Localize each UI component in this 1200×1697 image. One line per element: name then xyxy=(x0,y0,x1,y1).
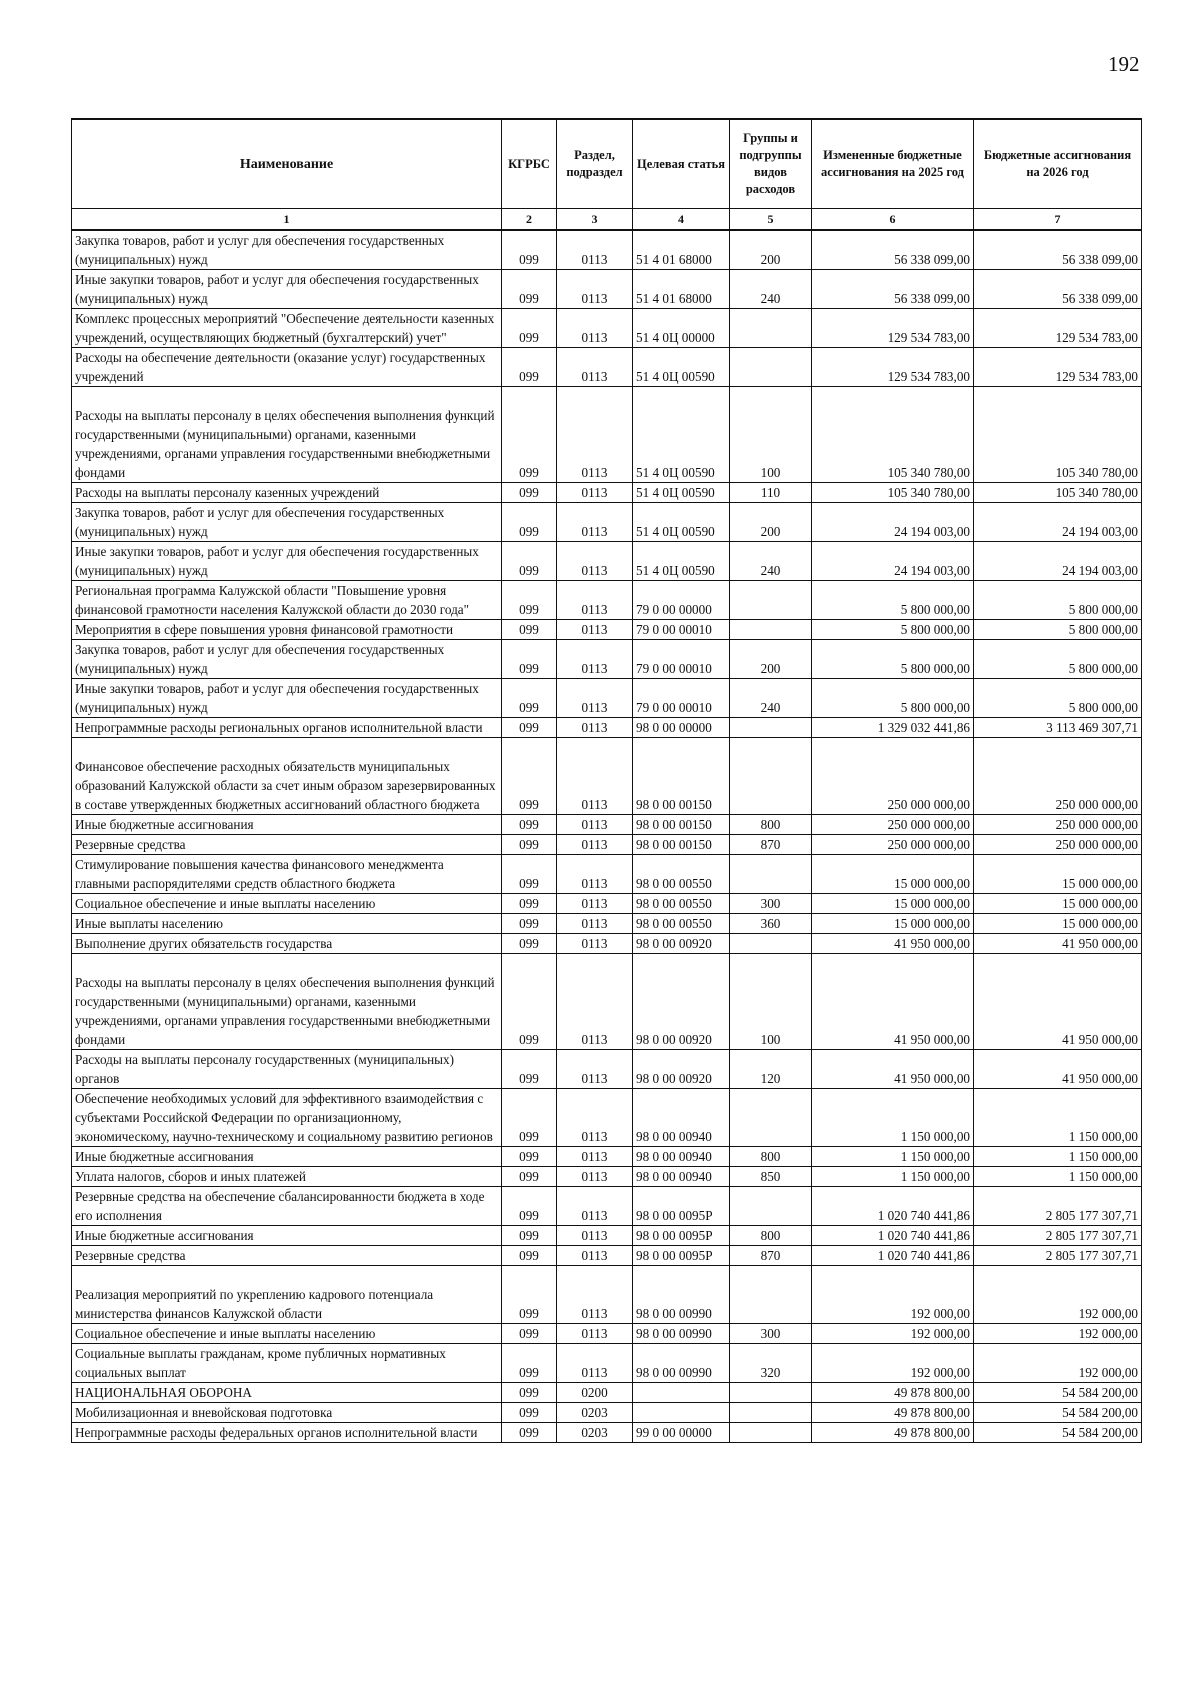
row-kgrbs: 099 xyxy=(502,934,557,954)
table-row xyxy=(72,483,1142,503)
row-name: Социальное обеспечение и иные выплаты населению xyxy=(72,894,502,914)
row-amount-2025: 250 000 000,00 xyxy=(812,835,974,855)
row-amount-2026: 54 584 200,00 xyxy=(974,1403,1142,1423)
row-amount-2026: 41 950 000,00 xyxy=(974,954,1142,1050)
row-target xyxy=(633,1403,730,1423)
row-amount-2026: 1 150 000,00 xyxy=(974,1147,1142,1167)
row-target: 98 0 00 00550 xyxy=(633,914,730,934)
row-group: 870 xyxy=(730,835,812,855)
row-amount-2025: 49 878 800,00 xyxy=(812,1423,974,1443)
row-name: Иные бюджетные ассигнования xyxy=(72,1226,502,1246)
table-row xyxy=(72,1403,1142,1423)
row-target: 98 0 00 00550 xyxy=(633,894,730,914)
row-group: 360 xyxy=(730,914,812,934)
row-amount-2026: 56 338 099,00 xyxy=(974,270,1142,309)
row-amount-2025: 250 000 000,00 xyxy=(812,738,974,815)
row-kgrbs: 099 xyxy=(502,835,557,855)
row-section: 0113 xyxy=(557,954,633,1050)
column-number: 7 xyxy=(974,209,1142,231)
row-target: 98 0 00 00550 xyxy=(633,855,730,894)
row-section: 0113 xyxy=(557,1324,633,1344)
row-amount-2025: 15 000 000,00 xyxy=(812,894,974,914)
row-group xyxy=(730,348,812,387)
table-row xyxy=(72,934,1142,954)
row-group xyxy=(730,1383,812,1403)
row-amount-2026: 15 000 000,00 xyxy=(974,855,1142,894)
row-name: Расходы на выплаты персоналу государственных (муниципальных) органов xyxy=(72,1050,502,1089)
row-name: Иные закупки товаров, работ и услуг для обеспечения государственных (муниципальных) нужд xyxy=(72,542,502,581)
row-target: 98 0 00 0095Р xyxy=(633,1226,730,1246)
row-amount-2025: 192 000,00 xyxy=(812,1324,974,1344)
row-kgrbs: 099 xyxy=(502,894,557,914)
row-amount-2025: 15 000 000,00 xyxy=(812,914,974,934)
row-amount-2026: 54 584 200,00 xyxy=(974,1423,1142,1443)
row-amount-2025: 5 800 000,00 xyxy=(812,679,974,718)
row-name: Выполнение других обязательств государства xyxy=(72,934,502,954)
row-target: 51 4 01 68000 xyxy=(633,230,730,270)
row-target: 51 4 0Ц 00590 xyxy=(633,387,730,483)
table-row xyxy=(72,503,1142,542)
row-target: 98 0 00 00940 xyxy=(633,1089,730,1147)
row-group xyxy=(730,738,812,815)
row-kgrbs: 099 xyxy=(502,679,557,718)
row-amount-2025: 49 878 800,00 xyxy=(812,1403,974,1423)
table-row xyxy=(72,1167,1142,1187)
row-name: Резервные средства xyxy=(72,835,502,855)
row-section: 0113 xyxy=(557,640,633,679)
row-section: 0113 xyxy=(557,1089,633,1147)
row-amount-2026: 54 584 200,00 xyxy=(974,1383,1142,1403)
row-section: 0203 xyxy=(557,1423,633,1443)
row-amount-2025: 1 150 000,00 xyxy=(812,1167,974,1187)
row-amount-2026: 192 000,00 xyxy=(974,1324,1142,1344)
row-group xyxy=(730,934,812,954)
row-amount-2026: 2 805 177 307,71 xyxy=(974,1226,1142,1246)
header-section: Раздел, подраздел xyxy=(557,119,633,209)
row-name: Стимулирование повышения качества финансового менеджмента главными распорядителями средств областного бюджета xyxy=(72,855,502,894)
row-kgrbs: 099 xyxy=(502,640,557,679)
row-kgrbs: 099 xyxy=(502,387,557,483)
row-group xyxy=(730,855,812,894)
row-amount-2025: 1 020 740 441,86 xyxy=(812,1246,974,1266)
row-name: Непрограммные расходы региональных органов исполнительной власти xyxy=(72,718,502,738)
row-group xyxy=(730,1187,812,1226)
row-kgrbs: 099 xyxy=(502,1089,557,1147)
row-group xyxy=(730,718,812,738)
row-section: 0113 xyxy=(557,738,633,815)
row-amount-2025: 41 950 000,00 xyxy=(812,1050,974,1089)
table-row xyxy=(72,1266,1142,1324)
row-group: 800 xyxy=(730,1147,812,1167)
row-amount-2025: 24 194 003,00 xyxy=(812,503,974,542)
row-section: 0113 xyxy=(557,815,633,835)
row-group: 320 xyxy=(730,1344,812,1383)
row-kgrbs: 099 xyxy=(502,1324,557,1344)
table-row xyxy=(72,1246,1142,1266)
row-kgrbs: 099 xyxy=(502,309,557,348)
row-kgrbs: 099 xyxy=(502,620,557,640)
row-group: 240 xyxy=(730,542,812,581)
row-target: 51 4 01 68000 xyxy=(633,270,730,309)
row-name: Реализация мероприятий по укреплению кадрового потенциала министерства финансов Калужской области xyxy=(72,1266,502,1324)
row-group xyxy=(730,1089,812,1147)
row-amount-2026: 2 805 177 307,71 xyxy=(974,1187,1142,1226)
table-row xyxy=(72,387,1142,483)
row-kgrbs: 099 xyxy=(502,581,557,620)
row-name: Расходы на обеспечение деятельности (оказание услуг) государственных учреждений xyxy=(72,348,502,387)
row-amount-2025: 5 800 000,00 xyxy=(812,620,974,640)
table-row xyxy=(72,738,1142,815)
column-number: 5 xyxy=(730,209,812,231)
row-amount-2026: 56 338 099,00 xyxy=(974,230,1142,270)
row-name: Закупка товаров, работ и услуг для обеспечения государственных (муниципальных) нужд xyxy=(72,640,502,679)
row-group xyxy=(730,1403,812,1423)
row-section: 0113 xyxy=(557,894,633,914)
row-kgrbs: 099 xyxy=(502,815,557,835)
row-section: 0113 xyxy=(557,1226,633,1246)
row-target: 98 0 00 00920 xyxy=(633,1050,730,1089)
row-target: 79 0 00 00010 xyxy=(633,620,730,640)
row-kgrbs: 099 xyxy=(502,1423,557,1443)
row-name: Мероприятия в сфере повышения уровня финансовой грамотности xyxy=(72,620,502,640)
row-amount-2025: 5 800 000,00 xyxy=(812,581,974,620)
row-amount-2026: 250 000 000,00 xyxy=(974,835,1142,855)
row-section: 0113 xyxy=(557,934,633,954)
table-row xyxy=(72,835,1142,855)
row-section: 0203 xyxy=(557,1403,633,1423)
row-amount-2026: 192 000,00 xyxy=(974,1266,1142,1324)
row-name: Расходы на выплаты персоналу в целях обеспечения выполнения функций государственными (муниципальными) органами, казенными учреждениями, органами управления государственными внебюджетными фондами xyxy=(72,954,502,1050)
row-kgrbs: 099 xyxy=(502,483,557,503)
row-section: 0113 xyxy=(557,679,633,718)
table-row xyxy=(72,1324,1142,1344)
row-group: 200 xyxy=(730,640,812,679)
row-name: Иные бюджетные ассигнования xyxy=(72,1147,502,1167)
row-kgrbs: 099 xyxy=(502,738,557,815)
row-amount-2025: 1 150 000,00 xyxy=(812,1089,974,1147)
row-amount-2025: 192 000,00 xyxy=(812,1344,974,1383)
row-group: 100 xyxy=(730,954,812,1050)
row-amount-2025: 41 950 000,00 xyxy=(812,934,974,954)
row-amount-2025: 15 000 000,00 xyxy=(812,855,974,894)
row-amount-2026: 250 000 000,00 xyxy=(974,815,1142,835)
row-kgrbs: 099 xyxy=(502,1050,557,1089)
row-name: Расходы на выплаты персоналу казенных учреждений xyxy=(72,483,502,503)
table-row xyxy=(72,1147,1142,1167)
row-target: 98 0 00 00150 xyxy=(633,815,730,835)
column-number: 4 xyxy=(633,209,730,231)
row-kgrbs: 099 xyxy=(502,954,557,1050)
row-kgrbs: 099 xyxy=(502,718,557,738)
table-header-row xyxy=(72,119,1142,209)
table-row xyxy=(72,855,1142,894)
table-row xyxy=(72,542,1142,581)
table-row xyxy=(72,1187,1142,1226)
row-group: 800 xyxy=(730,1226,812,1246)
table-row xyxy=(72,1050,1142,1089)
row-section: 0113 xyxy=(557,270,633,309)
table-body xyxy=(72,230,1142,1443)
row-target: 99 0 00 00000 xyxy=(633,1423,730,1443)
row-section: 0113 xyxy=(557,718,633,738)
row-target: 98 0 00 00990 xyxy=(633,1344,730,1383)
row-section: 0113 xyxy=(557,1167,633,1187)
row-target: 98 0 00 00940 xyxy=(633,1167,730,1187)
row-group: 240 xyxy=(730,270,812,309)
row-amount-2025: 129 534 783,00 xyxy=(812,348,974,387)
row-amount-2026: 5 800 000,00 xyxy=(974,620,1142,640)
row-name: НАЦИОНАЛЬНАЯ ОБОРОНА xyxy=(72,1383,502,1403)
row-amount-2025: 250 000 000,00 xyxy=(812,815,974,835)
row-amount-2025: 5 800 000,00 xyxy=(812,640,974,679)
row-target: 98 0 00 00990 xyxy=(633,1266,730,1324)
row-amount-2026: 5 800 000,00 xyxy=(974,581,1142,620)
row-group: 240 xyxy=(730,679,812,718)
row-amount-2026: 15 000 000,00 xyxy=(974,914,1142,934)
table-row xyxy=(72,581,1142,620)
row-amount-2026: 129 534 783,00 xyxy=(974,309,1142,348)
row-section: 0113 xyxy=(557,348,633,387)
row-amount-2025: 56 338 099,00 xyxy=(812,270,974,309)
row-kgrbs: 099 xyxy=(502,1226,557,1246)
row-amount-2026: 129 534 783,00 xyxy=(974,348,1142,387)
table-row xyxy=(72,718,1142,738)
row-amount-2026: 192 000,00 xyxy=(974,1344,1142,1383)
row-amount-2025: 1 329 032 441,86 xyxy=(812,718,974,738)
row-amount-2025: 192 000,00 xyxy=(812,1266,974,1324)
row-target: 98 0 00 00150 xyxy=(633,835,730,855)
row-group: 120 xyxy=(730,1050,812,1089)
row-section: 0113 xyxy=(557,1187,633,1226)
row-section: 0113 xyxy=(557,914,633,934)
table-row xyxy=(72,309,1142,348)
row-amount-2025: 129 534 783,00 xyxy=(812,309,974,348)
row-name: Иные выплаты населению xyxy=(72,914,502,934)
column-number: 3 xyxy=(557,209,633,231)
row-name: Социальное обеспечение и иные выплаты населению xyxy=(72,1324,502,1344)
row-group: 200 xyxy=(730,503,812,542)
row-amount-2026: 41 950 000,00 xyxy=(974,934,1142,954)
row-group xyxy=(730,1266,812,1324)
header-groups: Группы и подгруппы видов расходов xyxy=(730,119,812,209)
row-amount-2026: 250 000 000,00 xyxy=(974,738,1142,815)
row-amount-2026: 2 805 177 307,71 xyxy=(974,1246,1142,1266)
row-name: Закупка товаров, работ и услуг для обеспечения государственных (муниципальных) нужд xyxy=(72,503,502,542)
table-row xyxy=(72,914,1142,934)
row-section: 0113 xyxy=(557,1344,633,1383)
row-section: 0113 xyxy=(557,230,633,270)
table-row xyxy=(72,1383,1142,1403)
row-name: Социальные выплаты гражданам, кроме публичных нормативных социальных выплат xyxy=(72,1344,502,1383)
page-number: 192 xyxy=(1108,52,1140,76)
row-section: 0113 xyxy=(557,835,633,855)
row-amount-2026: 24 194 003,00 xyxy=(974,503,1142,542)
column-number-row xyxy=(72,209,1142,231)
row-kgrbs: 099 xyxy=(502,1403,557,1423)
row-section: 0113 xyxy=(557,1246,633,1266)
table-row xyxy=(72,1226,1142,1246)
row-kgrbs: 099 xyxy=(502,855,557,894)
row-group: 800 xyxy=(730,815,812,835)
budget-table xyxy=(71,118,1142,1443)
row-kgrbs: 099 xyxy=(502,503,557,542)
row-kgrbs: 099 xyxy=(502,348,557,387)
row-target: 51 4 0Ц 00590 xyxy=(633,503,730,542)
row-name: Финансовое обеспечение расходных обязательств муниципальных образований Калужской области за счет иным образом зарезервированных в составе утвержденных бюджетных ассигнований областного бюджета xyxy=(72,738,502,815)
row-target: 51 4 0Ц 00590 xyxy=(633,348,730,387)
table-row xyxy=(72,270,1142,309)
table-row xyxy=(72,620,1142,640)
row-target: 79 0 00 00010 xyxy=(633,640,730,679)
row-kgrbs: 099 xyxy=(502,270,557,309)
row-group: 850 xyxy=(730,1167,812,1187)
table-row xyxy=(72,348,1142,387)
row-name: Расходы на выплаты персоналу в целях обеспечения выполнения функций государственными (муниципальными) органами, казенными учреждениями, органами управления государственными внебюджетными фондами xyxy=(72,387,502,483)
row-name: Резервные средства xyxy=(72,1246,502,1266)
row-group: 870 xyxy=(730,1246,812,1266)
row-kgrbs: 099 xyxy=(502,1266,557,1324)
row-target: 98 0 00 00920 xyxy=(633,934,730,954)
row-section: 0113 xyxy=(557,387,633,483)
row-target: 98 0 00 00940 xyxy=(633,1147,730,1167)
row-name: Непрограммные расходы федеральных органов исполнительной власти xyxy=(72,1423,502,1443)
row-target: 98 0 00 00150 xyxy=(633,738,730,815)
row-target xyxy=(633,1383,730,1403)
table-row xyxy=(72,1344,1142,1383)
row-amount-2025: 1 020 740 441,86 xyxy=(812,1226,974,1246)
row-group: 100 xyxy=(730,387,812,483)
row-target: 98 0 00 00920 xyxy=(633,954,730,1050)
table-row xyxy=(72,894,1142,914)
row-amount-2025: 41 950 000,00 xyxy=(812,954,974,1050)
row-kgrbs: 099 xyxy=(502,1344,557,1383)
row-name: Иные бюджетные ассигнования xyxy=(72,815,502,835)
row-amount-2026: 41 950 000,00 xyxy=(974,1050,1142,1089)
row-amount-2025: 49 878 800,00 xyxy=(812,1383,974,1403)
row-name: Иные закупки товаров, работ и услуг для обеспечения государственных (муниципальных) нужд xyxy=(72,270,502,309)
row-target: 98 0 00 00990 xyxy=(633,1324,730,1344)
row-group xyxy=(730,309,812,348)
row-name: Уплата налогов, сборов и иных платежей xyxy=(72,1167,502,1187)
row-target: 98 0 00 0095Р xyxy=(633,1246,730,1266)
column-number: 6 xyxy=(812,209,974,231)
row-target: 79 0 00 00000 xyxy=(633,581,730,620)
table-row xyxy=(72,230,1142,270)
row-section: 0113 xyxy=(557,1266,633,1324)
row-amount-2026: 15 000 000,00 xyxy=(974,894,1142,914)
row-amount-2026: 5 800 000,00 xyxy=(974,679,1142,718)
row-section: 0113 xyxy=(557,503,633,542)
row-name: Закупка товаров, работ и услуг для обеспечения государственных (муниципальных) нужд xyxy=(72,230,502,270)
row-amount-2025: 1 020 740 441,86 xyxy=(812,1187,974,1226)
row-kgrbs: 099 xyxy=(502,1187,557,1226)
row-target: 51 4 0Ц 00000 xyxy=(633,309,730,348)
row-group: 300 xyxy=(730,894,812,914)
header-amount-2026: Бюджетные ассигнования на 2026 год xyxy=(974,119,1142,209)
row-kgrbs: 099 xyxy=(502,542,557,581)
row-kgrbs: 099 xyxy=(502,230,557,270)
row-group xyxy=(730,620,812,640)
row-amount-2026: 1 150 000,00 xyxy=(974,1089,1142,1147)
row-group: 200 xyxy=(730,230,812,270)
table-row xyxy=(72,679,1142,718)
column-number: 1 xyxy=(72,209,502,231)
row-amount-2026: 5 800 000,00 xyxy=(974,640,1142,679)
header-target: Целевая статья xyxy=(633,119,730,209)
row-section: 0113 xyxy=(557,1050,633,1089)
row-name: Резервные средства на обеспечение сбалансированности бюджета в ходе его исполнения xyxy=(72,1187,502,1226)
table-row xyxy=(72,1423,1142,1443)
row-section: 0113 xyxy=(557,620,633,640)
row-amount-2026: 24 194 003,00 xyxy=(974,542,1142,581)
row-name: Комплекс процессных мероприятий "Обеспечение деятельности казенных учреждений, осуществляющих бюджетный (бухгалтерский) учет" xyxy=(72,309,502,348)
row-target: 98 0 00 0095Р xyxy=(633,1187,730,1226)
row-target: 98 0 00 00000 xyxy=(633,718,730,738)
row-section: 0113 xyxy=(557,581,633,620)
header-amount-2025: Измененные бюджетные ассигнования на 2025 год xyxy=(812,119,974,209)
table-row xyxy=(72,1089,1142,1147)
row-amount-2025: 56 338 099,00 xyxy=(812,230,974,270)
row-group xyxy=(730,581,812,620)
table-row xyxy=(72,954,1142,1050)
row-amount-2025: 1 150 000,00 xyxy=(812,1147,974,1167)
column-number: 2 xyxy=(502,209,557,231)
row-section: 0200 xyxy=(557,1383,633,1403)
row-target: 79 0 00 00010 xyxy=(633,679,730,718)
row-amount-2026: 1 150 000,00 xyxy=(974,1167,1142,1187)
row-group: 110 xyxy=(730,483,812,503)
row-amount-2026: 105 340 780,00 xyxy=(974,387,1142,483)
row-kgrbs: 099 xyxy=(502,1246,557,1266)
row-section: 0113 xyxy=(557,542,633,581)
row-amount-2026: 105 340 780,00 xyxy=(974,483,1142,503)
table-row xyxy=(72,640,1142,679)
header-kgrbs: КГРБС xyxy=(502,119,557,209)
row-name: Обеспечение необходимых условий для эффективного взаимодействия с субъектами Российской Федерации по организационному, экономическому, научно-техническому и социальному развитию регионов xyxy=(72,1089,502,1147)
row-target: 51 4 0Ц 00590 xyxy=(633,542,730,581)
row-kgrbs: 099 xyxy=(502,1147,557,1167)
row-group: 300 xyxy=(730,1324,812,1344)
row-section: 0113 xyxy=(557,1147,633,1167)
row-amount-2025: 105 340 780,00 xyxy=(812,387,974,483)
row-name: Региональная программа Калужской области "Повышение уровня финансовой грамотности населения Калужской области до 2030 года" xyxy=(72,581,502,620)
row-name: Мобилизационная и вневойсковая подготовка xyxy=(72,1403,502,1423)
row-kgrbs: 099 xyxy=(502,1383,557,1403)
header-name: Наименование xyxy=(72,119,502,209)
row-amount-2025: 24 194 003,00 xyxy=(812,542,974,581)
row-section: 0113 xyxy=(557,855,633,894)
row-group xyxy=(730,1423,812,1443)
row-amount-2025: 105 340 780,00 xyxy=(812,483,974,503)
row-name: Иные закупки товаров, работ и услуг для обеспечения государственных (муниципальных) нужд xyxy=(72,679,502,718)
row-amount-2026: 3 113 469 307,71 xyxy=(974,718,1142,738)
row-section: 0113 xyxy=(557,309,633,348)
row-kgrbs: 099 xyxy=(502,914,557,934)
row-kgrbs: 099 xyxy=(502,1167,557,1187)
row-target: 51 4 0Ц 00590 xyxy=(633,483,730,503)
row-section: 0113 xyxy=(557,483,633,503)
table-row xyxy=(72,815,1142,835)
